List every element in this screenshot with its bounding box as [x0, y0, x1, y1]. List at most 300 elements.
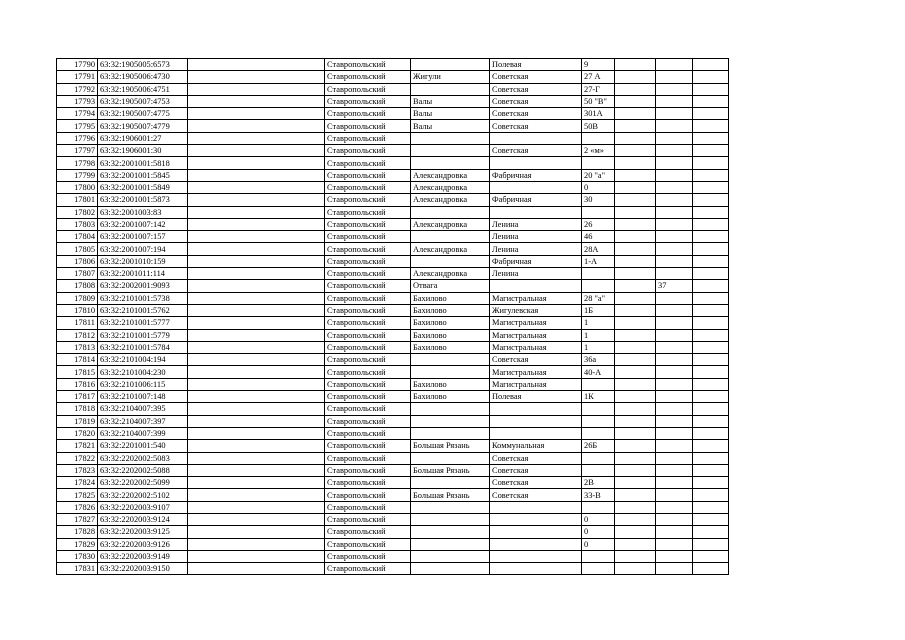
table-row [57, 550, 729, 562]
cell-locality [411, 501, 490, 513]
cell-district: Ставропольский [325, 440, 411, 452]
cell-cadastral-number: 63:32:2101001:5738 [98, 292, 188, 304]
cell-street: Коммунальная [490, 440, 582, 452]
cell-column-3 [188, 513, 325, 525]
cell-cadastral-number: 63:32:2202003:9107 [98, 501, 188, 513]
table-row [57, 132, 729, 144]
cell-column-8 [615, 538, 656, 550]
cell-cadastral-number: 63:32:2001011:114 [98, 268, 188, 280]
cell-column-10 [693, 489, 729, 501]
cell-locality [411, 157, 490, 169]
cell-column-8 [615, 415, 656, 427]
cell-column-9 [656, 513, 693, 525]
cell-column-10 [693, 563, 729, 575]
cell-column-9 [656, 477, 693, 489]
cell-column-3 [188, 95, 325, 107]
cell-house-number: 1-А [582, 255, 615, 267]
cell-column-3 [188, 354, 325, 366]
cell-column-8 [615, 268, 656, 280]
cell-district: Ставропольский [325, 304, 411, 316]
cell-column-8 [615, 489, 656, 501]
cell-street: Жигулевская [490, 304, 582, 316]
cell-house-number: 33-В [582, 489, 615, 501]
cell-cadastral-number: 63:32:2101001:5784 [98, 341, 188, 353]
cell-column-8 [615, 132, 656, 144]
cell-column-9 [656, 378, 693, 390]
cell-column-9 [656, 526, 693, 538]
cell-street [490, 206, 582, 218]
cell-cadastral-number: 63:32:2001003:83 [98, 206, 188, 218]
cell-street [490, 157, 582, 169]
cell-district: Ставропольский [325, 538, 411, 550]
cell-house-number [582, 132, 615, 144]
cell-locality [411, 526, 490, 538]
cell-row-number: 17816 [57, 378, 98, 390]
cell-district: Ставропольский [325, 354, 411, 366]
cell-column-9 [656, 169, 693, 181]
cell-cadastral-number: 63:32:2104007:397 [98, 415, 188, 427]
cell-row-number: 17791 [57, 71, 98, 83]
cell-column-9 [656, 59, 693, 71]
cell-street: Магистральная [490, 341, 582, 353]
cell-cadastral-number: 63:32:1905006:4751 [98, 83, 188, 95]
table-row [57, 157, 729, 169]
cell-house-number: 1Б [582, 304, 615, 316]
cell-row-number: 17820 [57, 427, 98, 439]
cell-street [490, 415, 582, 427]
cell-street: Советская [490, 464, 582, 476]
cell-house-number: 9 [582, 59, 615, 71]
cell-street [490, 132, 582, 144]
cell-column-9 [656, 292, 693, 304]
cell-locality: Бахилово [411, 378, 490, 390]
cell-column-10 [693, 206, 729, 218]
cell-house-number: 0 [582, 181, 615, 193]
cell-district: Ставропольский [325, 108, 411, 120]
cell-locality: Отвага [411, 280, 490, 292]
cell-street: Фабричная [490, 255, 582, 267]
cell-column-10 [693, 354, 729, 366]
cell-street: Полевая [490, 59, 582, 71]
cell-column-3 [188, 120, 325, 132]
cell-house-number: 28 "а" [582, 292, 615, 304]
cell-row-number: 17792 [57, 83, 98, 95]
table-row [57, 427, 729, 439]
cell-column-3 [188, 440, 325, 452]
cell-cadastral-number: 63:32:2101004:194 [98, 354, 188, 366]
cell-house-number: 301А [582, 108, 615, 120]
cell-column-10 [693, 538, 729, 550]
cell-house-number: 26Б [582, 440, 615, 452]
table-row [57, 206, 729, 218]
table-row [57, 169, 729, 181]
cell-district: Ставропольский [325, 255, 411, 267]
cell-row-number: 17812 [57, 329, 98, 341]
table-row [57, 317, 729, 329]
table-row [57, 526, 729, 538]
cell-locality [411, 59, 490, 71]
cell-column-9 [656, 268, 693, 280]
cell-column-3 [188, 181, 325, 193]
cell-cadastral-number: 63:32:1905005:6573 [98, 59, 188, 71]
cell-column-3 [188, 304, 325, 316]
cell-column-3 [188, 378, 325, 390]
cell-column-10 [693, 341, 729, 353]
cell-cadastral-number: 63:32:2202003:9149 [98, 550, 188, 562]
cell-column-10 [693, 292, 729, 304]
cell-house-number: 2В [582, 477, 615, 489]
cell-cadastral-number: 63:32:2101001:5779 [98, 329, 188, 341]
table-row [57, 120, 729, 132]
cell-column-9 [656, 391, 693, 403]
cell-district: Ставропольский [325, 526, 411, 538]
cell-house-number: 1 [582, 317, 615, 329]
cell-house-number [582, 501, 615, 513]
cell-column-3 [188, 526, 325, 538]
cell-cadastral-number: 63:32:2001007:142 [98, 218, 188, 230]
cell-street: Ленина [490, 243, 582, 255]
cell-column-8 [615, 341, 656, 353]
cell-row-number: 17810 [57, 304, 98, 316]
cell-district: Ставропольский [325, 329, 411, 341]
cell-district: Ставропольский [325, 427, 411, 439]
cell-column-9 [656, 415, 693, 427]
cell-row-number: 17814 [57, 354, 98, 366]
cell-street [490, 550, 582, 562]
cell-locality [411, 366, 490, 378]
cell-row-number: 17819 [57, 415, 98, 427]
cell-street [490, 563, 582, 575]
cell-district: Ставропольский [325, 169, 411, 181]
cell-column-8 [615, 181, 656, 193]
cell-locality: Бахилово [411, 391, 490, 403]
cell-locality: Александровка [411, 181, 490, 193]
cell-street: Фабричная [490, 169, 582, 181]
cell-district: Ставропольский [325, 206, 411, 218]
cell-column-3 [188, 132, 325, 144]
cell-cadastral-number: 63:32:2001001:5849 [98, 181, 188, 193]
table-row [57, 403, 729, 415]
cell-row-number: 17803 [57, 218, 98, 230]
cell-cadastral-number: 63:32:2201001:540 [98, 440, 188, 452]
cell-column-10 [693, 391, 729, 403]
cell-street: Советская [490, 120, 582, 132]
cell-column-9 [656, 366, 693, 378]
cell-locality [411, 255, 490, 267]
cell-street: Советская [490, 452, 582, 464]
cell-street [490, 403, 582, 415]
cell-street: Советская [490, 108, 582, 120]
cell-column-3 [188, 477, 325, 489]
cell-district: Ставропольский [325, 501, 411, 513]
cell-cadastral-number: 63:32:2104007:395 [98, 403, 188, 415]
cell-row-number: 17823 [57, 464, 98, 476]
cell-house-number: 50 "В" [582, 95, 615, 107]
cell-column-10 [693, 120, 729, 132]
cell-column-10 [693, 304, 729, 316]
cell-row-number: 17806 [57, 255, 98, 267]
cell-row-number: 17809 [57, 292, 98, 304]
cell-row-number: 17827 [57, 513, 98, 525]
table-row [57, 477, 729, 489]
cell-district: Ставропольский [325, 391, 411, 403]
cell-column-8 [615, 194, 656, 206]
cell-column-9 [656, 157, 693, 169]
cell-row-number: 17824 [57, 477, 98, 489]
cell-column-9 [656, 304, 693, 316]
cell-locality [411, 427, 490, 439]
cell-row-number: 17793 [57, 95, 98, 107]
cell-column-3 [188, 218, 325, 230]
cell-cadastral-number: 63:32:2202002:5083 [98, 452, 188, 464]
cell-district: Ставропольский [325, 231, 411, 243]
cell-house-number: 40-А [582, 366, 615, 378]
cell-column-3 [188, 366, 325, 378]
cell-column-10 [693, 477, 729, 489]
cell-column-10 [693, 427, 729, 439]
cell-street [490, 513, 582, 525]
cell-locality [411, 513, 490, 525]
cell-column-3 [188, 243, 325, 255]
cell-house-number: 0 [582, 513, 615, 525]
cell-locality: Большая Рязань [411, 489, 490, 501]
cell-house-number [582, 268, 615, 280]
cell-house-number [582, 464, 615, 476]
table-row [57, 341, 729, 353]
cell-column-8 [615, 427, 656, 439]
cell-column-9 [656, 452, 693, 464]
cell-column-9 [656, 218, 693, 230]
cell-column-9 [656, 427, 693, 439]
cell-row-number: 17802 [57, 206, 98, 218]
cell-row-number: 17817 [57, 391, 98, 403]
cell-locality: Бахилово [411, 304, 490, 316]
cell-locality: Александровка [411, 243, 490, 255]
cell-cadastral-number: 63:32:2001001:5873 [98, 194, 188, 206]
cell-cadastral-number: 63:32:2101007:148 [98, 391, 188, 403]
cell-column-8 [615, 378, 656, 390]
cell-column-10 [693, 145, 729, 157]
table-row [57, 292, 729, 304]
table-row [57, 538, 729, 550]
cell-locality: Бахилово [411, 292, 490, 304]
cell-street: Магистральная [490, 378, 582, 390]
cell-row-number: 17815 [57, 366, 98, 378]
table-row [57, 268, 729, 280]
cell-district: Ставропольский [325, 317, 411, 329]
cell-locality [411, 563, 490, 575]
cell-column-8 [615, 464, 656, 476]
table-row [57, 329, 729, 341]
cell-cadastral-number: 63:32:2202003:9150 [98, 563, 188, 575]
table-row [57, 391, 729, 403]
cell-column-8 [615, 366, 656, 378]
cell-cadastral-number: 63:32:2001007:157 [98, 231, 188, 243]
cell-house-number [582, 415, 615, 427]
cell-cadastral-number: 63:32:2104007:399 [98, 427, 188, 439]
cell-column-8 [615, 304, 656, 316]
cell-column-9 [656, 538, 693, 550]
cell-column-10 [693, 194, 729, 206]
cell-street: Полевая [490, 391, 582, 403]
cell-column-3 [188, 59, 325, 71]
cell-column-10 [693, 440, 729, 452]
cell-column-8 [615, 83, 656, 95]
cell-column-8 [615, 59, 656, 71]
cell-column-3 [188, 489, 325, 501]
cell-column-9 [656, 181, 693, 193]
cell-column-10 [693, 268, 729, 280]
cell-column-10 [693, 526, 729, 538]
cell-column-8 [615, 317, 656, 329]
cell-column-3 [188, 280, 325, 292]
cell-column-9 [656, 550, 693, 562]
cell-house-number: 27-Г [582, 83, 615, 95]
cell-column-9 [656, 329, 693, 341]
table-row [57, 415, 729, 427]
table-row [57, 489, 729, 501]
cell-column-9 [656, 464, 693, 476]
cell-column-10 [693, 403, 729, 415]
cell-row-number: 17807 [57, 268, 98, 280]
cell-column-3 [188, 452, 325, 464]
cell-column-8 [615, 243, 656, 255]
cell-column-3 [188, 317, 325, 329]
table-row [57, 513, 729, 525]
cell-district: Ставропольский [325, 464, 411, 476]
cell-street: Советская [490, 354, 582, 366]
cell-district: Ставропольский [325, 132, 411, 144]
cell-house-number: 30 [582, 194, 615, 206]
cell-locality: Бахилово [411, 329, 490, 341]
cell-locality [411, 538, 490, 550]
cell-column-3 [188, 292, 325, 304]
cell-locality [411, 452, 490, 464]
cell-column-3 [188, 157, 325, 169]
cell-column-9: 37 [656, 280, 693, 292]
cell-street: Советская [490, 477, 582, 489]
cell-locality [411, 415, 490, 427]
cell-cadastral-number: 63:32:2202002:5102 [98, 489, 188, 501]
cell-street [490, 427, 582, 439]
cell-row-number: 17801 [57, 194, 98, 206]
cell-column-9 [656, 132, 693, 144]
cell-cadastral-number: 63:32:1905007:4753 [98, 95, 188, 107]
cell-locality [411, 132, 490, 144]
cell-column-9 [656, 501, 693, 513]
cell-column-10 [693, 218, 729, 230]
cell-house-number: 0 [582, 526, 615, 538]
cell-column-3 [188, 83, 325, 95]
cell-district: Ставропольский [325, 194, 411, 206]
table-row [57, 452, 729, 464]
cell-column-10 [693, 157, 729, 169]
cell-district: Ставропольский [325, 292, 411, 304]
cell-column-3 [188, 415, 325, 427]
cell-column-3 [188, 231, 325, 243]
cell-house-number: 26 [582, 218, 615, 230]
cell-cadastral-number: 63:32:2101001:5777 [98, 317, 188, 329]
table-row [57, 59, 729, 71]
cell-cadastral-number: 63:32:2202003:9125 [98, 526, 188, 538]
cell-column-3 [188, 194, 325, 206]
cell-column-3 [188, 169, 325, 181]
cell-column-10 [693, 83, 729, 95]
cell-column-10 [693, 550, 729, 562]
cell-row-number: 17830 [57, 550, 98, 562]
cell-locality [411, 145, 490, 157]
cell-column-8 [615, 526, 656, 538]
cell-house-number: 46 [582, 231, 615, 243]
cell-street: Ленина [490, 268, 582, 280]
cell-locality: Жигули [411, 71, 490, 83]
cell-district: Ставропольский [325, 415, 411, 427]
cell-street: Магистральная [490, 366, 582, 378]
cell-district: Ставропольский [325, 181, 411, 193]
cell-row-number: 17796 [57, 132, 98, 144]
cell-house-number: 1К [582, 391, 615, 403]
cell-district: Ставропольский [325, 513, 411, 525]
cell-house-number [582, 427, 615, 439]
cell-column-9 [656, 83, 693, 95]
cell-row-number: 17805 [57, 243, 98, 255]
cell-column-8 [615, 563, 656, 575]
table-row [57, 304, 729, 316]
cell-column-8 [615, 231, 656, 243]
cell-cadastral-number: 63:32:2101006:115 [98, 378, 188, 390]
cell-column-8 [615, 354, 656, 366]
cell-column-9 [656, 231, 693, 243]
cell-column-3 [188, 391, 325, 403]
cell-column-10 [693, 317, 729, 329]
cell-column-3 [188, 464, 325, 476]
cell-house-number: 36а [582, 354, 615, 366]
cell-column-9 [656, 489, 693, 501]
table-row [57, 95, 729, 107]
cell-column-8 [615, 391, 656, 403]
cell-column-10 [693, 415, 729, 427]
cell-column-8 [615, 513, 656, 525]
table-row [57, 378, 729, 390]
cell-column-8 [615, 440, 656, 452]
cell-row-number: 17825 [57, 489, 98, 501]
cell-cadastral-number: 63:32:2202002:5099 [98, 477, 188, 489]
cell-row-number: 17795 [57, 120, 98, 132]
cell-row-number: 17831 [57, 563, 98, 575]
cell-column-9 [656, 440, 693, 452]
cell-house-number: 27 А [582, 71, 615, 83]
cell-house-number: 50В [582, 120, 615, 132]
cell-row-number: 17794 [57, 108, 98, 120]
cell-column-10 [693, 452, 729, 464]
cell-street: Магистральная [490, 317, 582, 329]
cell-cadastral-number: 63:32:2202003:9126 [98, 538, 188, 550]
cell-street: Фабричная [490, 194, 582, 206]
cell-district: Ставропольский [325, 59, 411, 71]
cell-column-10 [693, 280, 729, 292]
cell-house-number: 20 "а" [582, 169, 615, 181]
cell-column-3 [188, 563, 325, 575]
cell-locality: Большая Рязань [411, 464, 490, 476]
cell-column-10 [693, 513, 729, 525]
cell-cadastral-number: 63:32:2001001:5845 [98, 169, 188, 181]
cell-row-number: 17829 [57, 538, 98, 550]
cell-locality [411, 206, 490, 218]
cell-house-number [582, 157, 615, 169]
table-row [57, 108, 729, 120]
cell-cadastral-number: 63:32:2001010:159 [98, 255, 188, 267]
cell-column-9 [656, 194, 693, 206]
